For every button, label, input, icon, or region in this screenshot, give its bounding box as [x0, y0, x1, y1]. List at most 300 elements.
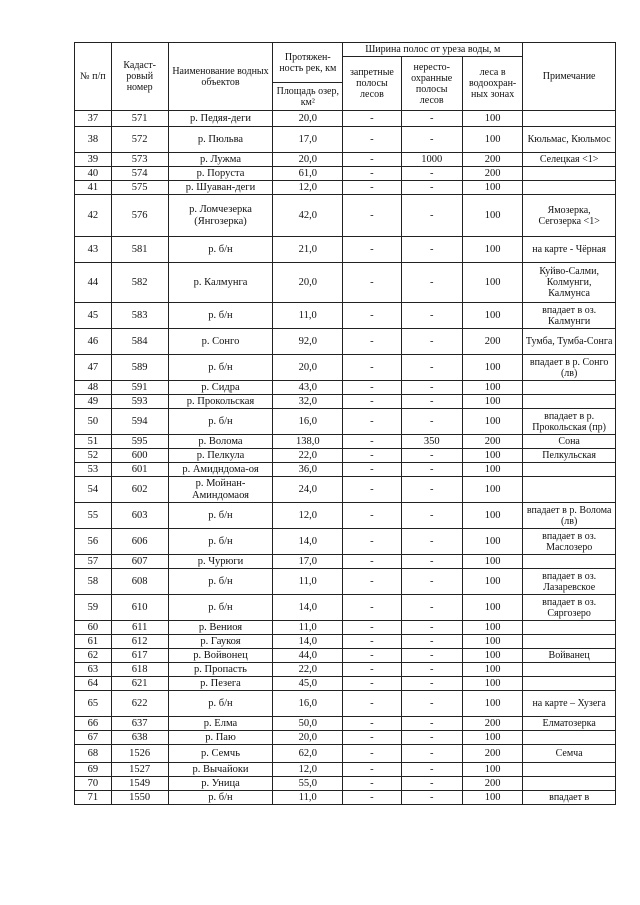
row-note: впадает в р. Прокольская (пр): [523, 409, 616, 435]
row-waterprotect: 100: [462, 763, 522, 777]
row-length: 12,0: [273, 763, 343, 777]
row-length: 43,0: [273, 381, 343, 395]
row-waterprotect: 100: [462, 263, 522, 303]
row-note: [523, 621, 616, 635]
row-cadastral: 622: [111, 691, 168, 717]
row-spawning: -: [401, 763, 462, 777]
row-spawning: -: [401, 409, 462, 435]
row-note: впадает в оз. Лазаревское: [523, 569, 616, 595]
row-waterprotect: 200: [462, 745, 522, 763]
header-length: Протяжен-ность рек, км: [273, 43, 343, 83]
row-length: 45,0: [273, 677, 343, 691]
row-cadastral: 606: [111, 529, 168, 555]
row-length: 16,0: [273, 409, 343, 435]
row-length: 11,0: [273, 621, 343, 635]
row-note: на карте - Чёрная: [523, 237, 616, 263]
row-waterprotect: 200: [462, 153, 522, 167]
row-num: 71: [75, 791, 112, 805]
row-name: р. б/н: [168, 503, 273, 529]
table-row: [75, 649, 616, 663]
row-num: 68: [75, 745, 112, 763]
row-cadastral: 603: [111, 503, 168, 529]
row-forbidden: -: [343, 409, 401, 435]
row-waterprotect: 100: [462, 503, 522, 529]
table-row: [75, 111, 616, 127]
row-length: 12,0: [273, 503, 343, 529]
table-row: [75, 409, 616, 435]
row-length: 20,0: [273, 111, 343, 127]
row-spawning: -: [401, 621, 462, 635]
row-forbidden: -: [343, 621, 401, 635]
row-waterprotect: 100: [462, 791, 522, 805]
row-name: р. Педяя-деги: [168, 111, 273, 127]
row-note: Селецкая <1>: [523, 153, 616, 167]
row-num: 57: [75, 555, 112, 569]
row-forbidden: -: [343, 529, 401, 555]
row-forbidden: -: [343, 449, 401, 463]
header-area: Площадь озер, км²: [273, 83, 343, 111]
row-forbidden: -: [343, 731, 401, 745]
row-note: [523, 555, 616, 569]
row-cadastral: 572: [111, 127, 168, 153]
row-length: 61,0: [273, 167, 343, 181]
row-num: 47: [75, 355, 112, 381]
row-forbidden: -: [343, 181, 401, 195]
water-objects-table: [74, 42, 616, 805]
row-spawning: -: [401, 529, 462, 555]
row-spawning: -: [401, 355, 462, 381]
row-waterprotect: 100: [462, 181, 522, 195]
row-waterprotect: 100: [462, 127, 522, 153]
row-waterprotect: 100: [462, 195, 522, 237]
row-note: [523, 111, 616, 127]
row-length: 22,0: [273, 449, 343, 463]
row-waterprotect: 100: [462, 395, 522, 409]
header-spawning: нересто-охранные полосы лесов: [401, 57, 462, 111]
table-row: [75, 677, 616, 691]
row-name: р. Калмунга: [168, 263, 273, 303]
row-num: 50: [75, 409, 112, 435]
row-num: 41: [75, 181, 112, 195]
row-length: 36,0: [273, 463, 343, 477]
row-name: р. Шуаван-деги: [168, 181, 273, 195]
row-num: 58: [75, 569, 112, 595]
row-waterprotect: 200: [462, 329, 522, 355]
table-row: [75, 449, 616, 463]
row-cadastral: 574: [111, 167, 168, 181]
row-name: р. Уница: [168, 777, 273, 791]
row-num: 64: [75, 677, 112, 691]
row-num: 61: [75, 635, 112, 649]
row-note: Ямозерка, Сегозерка <1>: [523, 195, 616, 237]
row-name: р. Чурюги: [168, 555, 273, 569]
table-row: [75, 529, 616, 555]
row-cadastral: 1550: [111, 791, 168, 805]
row-waterprotect: 100: [462, 409, 522, 435]
row-note: впадает в р. Волома (лв): [523, 503, 616, 529]
row-cadastral: 617: [111, 649, 168, 663]
row-length: 92,0: [273, 329, 343, 355]
row-cadastral: 573: [111, 153, 168, 167]
row-length: 20,0: [273, 153, 343, 167]
row-forbidden: -: [343, 381, 401, 395]
row-cadastral: 621: [111, 677, 168, 691]
row-spawning: -: [401, 477, 462, 503]
row-note: Кюльмас, Кюльмос: [523, 127, 616, 153]
row-name: р. Лужма: [168, 153, 273, 167]
row-name: р. Пропасть: [168, 663, 273, 677]
row-num: 48: [75, 381, 112, 395]
row-forbidden: -: [343, 691, 401, 717]
row-waterprotect: 100: [462, 595, 522, 621]
row-spawning: -: [401, 237, 462, 263]
row-waterprotect: 200: [462, 167, 522, 181]
row-cadastral: 611: [111, 621, 168, 635]
row-name: р. Пюльва: [168, 127, 273, 153]
table-row: [75, 635, 616, 649]
row-length: 17,0: [273, 127, 343, 153]
row-name: р. Амидндома-оя: [168, 463, 273, 477]
row-forbidden: -: [343, 303, 401, 329]
table-row: [75, 463, 616, 477]
row-name: р. Семчь: [168, 745, 273, 763]
row-length: 11,0: [273, 303, 343, 329]
row-note: [523, 731, 616, 745]
row-length: 50,0: [273, 717, 343, 731]
row-forbidden: -: [343, 763, 401, 777]
row-forbidden: -: [343, 195, 401, 237]
row-num: 62: [75, 649, 112, 663]
row-cadastral: 1549: [111, 777, 168, 791]
row-note: впадает в: [523, 791, 616, 805]
row-cadastral: 576: [111, 195, 168, 237]
row-name: р. Паю: [168, 731, 273, 745]
row-forbidden: -: [343, 463, 401, 477]
row-forbidden: -: [343, 127, 401, 153]
row-waterprotect: 100: [462, 111, 522, 127]
row-forbidden: -: [343, 435, 401, 449]
row-num: 40: [75, 167, 112, 181]
row-forbidden: -: [343, 111, 401, 127]
row-waterprotect: 100: [462, 381, 522, 395]
row-length: 14,0: [273, 529, 343, 555]
row-waterprotect: 100: [462, 555, 522, 569]
row-num: 55: [75, 503, 112, 529]
table-row: [75, 763, 616, 777]
row-note: впадает в оз. Калмунги: [523, 303, 616, 329]
row-forbidden: -: [343, 477, 401, 503]
row-num: 60: [75, 621, 112, 635]
row-note: [523, 777, 616, 791]
row-name: р. б/н: [168, 355, 273, 381]
header-widths-group: Ширина полос от уреза воды, м: [343, 43, 523, 57]
row-note: [523, 635, 616, 649]
row-cadastral: 593: [111, 395, 168, 409]
row-forbidden: -: [343, 237, 401, 263]
row-spawning: -: [401, 663, 462, 677]
row-cadastral: 575: [111, 181, 168, 195]
row-note: [523, 381, 616, 395]
row-name: р. б/н: [168, 303, 273, 329]
row-name: р. Мойнан-Аминдомаоя: [168, 477, 273, 503]
row-cadastral: 582: [111, 263, 168, 303]
table-row: [75, 395, 616, 409]
row-num: 37: [75, 111, 112, 127]
header-forbidden: запретные полосы лесов: [343, 57, 401, 111]
row-name: р. Сонго: [168, 329, 273, 355]
row-length: 62,0: [273, 745, 343, 763]
row-note: впадает в оз. Сяргозеро: [523, 595, 616, 621]
row-num: 53: [75, 463, 112, 477]
row-spawning: -: [401, 677, 462, 691]
row-forbidden: -: [343, 663, 401, 677]
row-cadastral: 581: [111, 237, 168, 263]
row-waterprotect: 100: [462, 691, 522, 717]
table-row: [75, 503, 616, 529]
row-length: 20,0: [273, 355, 343, 381]
row-forbidden: -: [343, 153, 401, 167]
row-spawning: -: [401, 111, 462, 127]
row-num: 39: [75, 153, 112, 167]
row-spawning: -: [401, 263, 462, 303]
row-cadastral: 595: [111, 435, 168, 449]
row-name: р. б/н: [168, 529, 273, 555]
table-row: [75, 181, 616, 195]
row-cadastral: 600: [111, 449, 168, 463]
row-num: 67: [75, 731, 112, 745]
table-row: [75, 745, 616, 763]
row-num: 46: [75, 329, 112, 355]
row-name: р. Прокольская: [168, 395, 273, 409]
row-name: р. Вениоя: [168, 621, 273, 635]
row-waterprotect: 100: [462, 237, 522, 263]
row-spawning: -: [401, 717, 462, 731]
row-num: 70: [75, 777, 112, 791]
row-cadastral: 1526: [111, 745, 168, 763]
row-forbidden: -: [343, 649, 401, 663]
row-cadastral: 602: [111, 477, 168, 503]
row-name: р. б/н: [168, 409, 273, 435]
table-row: [75, 127, 616, 153]
row-forbidden: -: [343, 745, 401, 763]
table-row: [75, 355, 616, 381]
row-length: 14,0: [273, 595, 343, 621]
table-row: [75, 691, 616, 717]
row-cadastral: 594: [111, 409, 168, 435]
row-forbidden: -: [343, 355, 401, 381]
row-note: Семча: [523, 745, 616, 763]
row-note: впадает в оз. Маслозеро: [523, 529, 616, 555]
row-name: р. б/н: [168, 691, 273, 717]
row-cadastral: 607: [111, 555, 168, 569]
row-cadastral: 584: [111, 329, 168, 355]
row-length: 44,0: [273, 649, 343, 663]
table-row: [75, 731, 616, 745]
row-cadastral: 583: [111, 303, 168, 329]
row-forbidden: -: [343, 777, 401, 791]
row-waterprotect: 100: [462, 635, 522, 649]
row-name: р. б/н: [168, 569, 273, 595]
row-length: 138,0: [273, 435, 343, 449]
row-num: 65: [75, 691, 112, 717]
row-note: [523, 663, 616, 677]
row-forbidden: -: [343, 595, 401, 621]
table-row: [75, 595, 616, 621]
row-num: 54: [75, 477, 112, 503]
table-row: [75, 329, 616, 355]
row-num: 42: [75, 195, 112, 237]
row-note: Сона: [523, 435, 616, 449]
table-row: [75, 477, 616, 503]
row-waterprotect: 100: [462, 621, 522, 635]
row-length: 32,0: [273, 395, 343, 409]
row-name: р. Поруста: [168, 167, 273, 181]
row-forbidden: -: [343, 503, 401, 529]
table-row: [75, 663, 616, 677]
row-length: 11,0: [273, 791, 343, 805]
row-cadastral: 612: [111, 635, 168, 649]
row-name: р. Войвонец: [168, 649, 273, 663]
row-note: впадает в р. Сонго (лв): [523, 355, 616, 381]
row-forbidden: -: [343, 329, 401, 355]
row-waterprotect: 200: [462, 777, 522, 791]
row-waterprotect: 100: [462, 463, 522, 477]
row-forbidden: -: [343, 791, 401, 805]
row-cadastral: 601: [111, 463, 168, 477]
row-waterprotect: 100: [462, 663, 522, 677]
row-length: 20,0: [273, 731, 343, 745]
table-row: [75, 555, 616, 569]
row-name: р. б/н: [168, 237, 273, 263]
row-cadastral: 1527: [111, 763, 168, 777]
row-name: р. Сидра: [168, 381, 273, 395]
row-length: 22,0: [273, 663, 343, 677]
row-forbidden: -: [343, 167, 401, 181]
header-note: Примечание: [523, 43, 616, 111]
row-num: 52: [75, 449, 112, 463]
row-spawning: -: [401, 463, 462, 477]
row-note: [523, 181, 616, 195]
row-cadastral: 610: [111, 595, 168, 621]
table-row: [75, 237, 616, 263]
row-spawning: -: [401, 381, 462, 395]
row-waterprotect: 100: [462, 569, 522, 595]
row-waterprotect: 100: [462, 731, 522, 745]
row-spawning: -: [401, 569, 462, 595]
row-num: 63: [75, 663, 112, 677]
row-waterprotect: 100: [462, 677, 522, 691]
row-num: 69: [75, 763, 112, 777]
header-name: Наименование водных объектов: [168, 43, 273, 111]
table-row: [75, 167, 616, 181]
row-note: Войванец: [523, 649, 616, 663]
table-row: [75, 303, 616, 329]
table-row: [75, 777, 616, 791]
row-spawning: -: [401, 127, 462, 153]
table-row: [75, 569, 616, 595]
header-cadastral: Кадаст-ровый номер: [111, 43, 168, 111]
table-row: [75, 717, 616, 731]
row-spawning: -: [401, 503, 462, 529]
row-name: р. Гаукоя: [168, 635, 273, 649]
row-note: [523, 167, 616, 181]
table-row: [75, 435, 616, 449]
row-spawning: -: [401, 449, 462, 463]
row-waterprotect: 100: [462, 477, 522, 503]
table-row: [75, 621, 616, 635]
row-length: 11,0: [273, 569, 343, 595]
table-row: [75, 791, 616, 805]
row-note: Тумба, Тумба-Сонга: [523, 329, 616, 355]
row-cadastral: 589: [111, 355, 168, 381]
row-forbidden: -: [343, 555, 401, 569]
row-spawning: -: [401, 731, 462, 745]
row-num: 51: [75, 435, 112, 449]
row-spawning: -: [401, 649, 462, 663]
row-cadastral: 638: [111, 731, 168, 745]
row-num: 43: [75, 237, 112, 263]
row-length: 16,0: [273, 691, 343, 717]
row-note: Елматозерка: [523, 717, 616, 731]
row-note: Пелкульская: [523, 449, 616, 463]
row-spawning: -: [401, 181, 462, 195]
row-forbidden: -: [343, 717, 401, 731]
row-cadastral: 571: [111, 111, 168, 127]
row-spawning: -: [401, 691, 462, 717]
row-name: р. Волома: [168, 435, 273, 449]
row-num: 59: [75, 595, 112, 621]
row-note: [523, 763, 616, 777]
row-length: 24,0: [273, 477, 343, 503]
row-spawning: -: [401, 329, 462, 355]
row-name: р. Вычайоки: [168, 763, 273, 777]
row-spawning: -: [401, 635, 462, 649]
header-waterprotect: леса в водоохран-ных зонах: [462, 57, 522, 111]
row-length: 17,0: [273, 555, 343, 569]
row-length: 42,0: [273, 195, 343, 237]
row-waterprotect: 100: [462, 355, 522, 381]
row-cadastral: 608: [111, 569, 168, 595]
row-name: р. Пелкула: [168, 449, 273, 463]
row-waterprotect: 200: [462, 717, 522, 731]
row-note: [523, 677, 616, 691]
row-name: р. Пезега: [168, 677, 273, 691]
row-spawning: -: [401, 595, 462, 621]
row-name: р. Ломчезерка (Янгозерка): [168, 195, 273, 237]
row-spawning: 350: [401, 435, 462, 449]
row-waterprotect: 100: [462, 449, 522, 463]
row-forbidden: -: [343, 569, 401, 595]
table-row: [75, 263, 616, 303]
row-spawning: -: [401, 395, 462, 409]
row-num: 66: [75, 717, 112, 731]
row-forbidden: -: [343, 635, 401, 649]
row-waterprotect: 100: [462, 529, 522, 555]
row-spawning: -: [401, 555, 462, 569]
row-note: [523, 477, 616, 503]
row-num: 56: [75, 529, 112, 555]
row-name: р. б/н: [168, 595, 273, 621]
row-num: 38: [75, 127, 112, 153]
row-cadastral: 591: [111, 381, 168, 395]
table-row: [75, 153, 616, 167]
table-row: [75, 195, 616, 237]
row-num: 49: [75, 395, 112, 409]
row-length: 14,0: [273, 635, 343, 649]
row-name: р. б/н: [168, 791, 273, 805]
row-length: 21,0: [273, 237, 343, 263]
row-waterprotect: 100: [462, 303, 522, 329]
